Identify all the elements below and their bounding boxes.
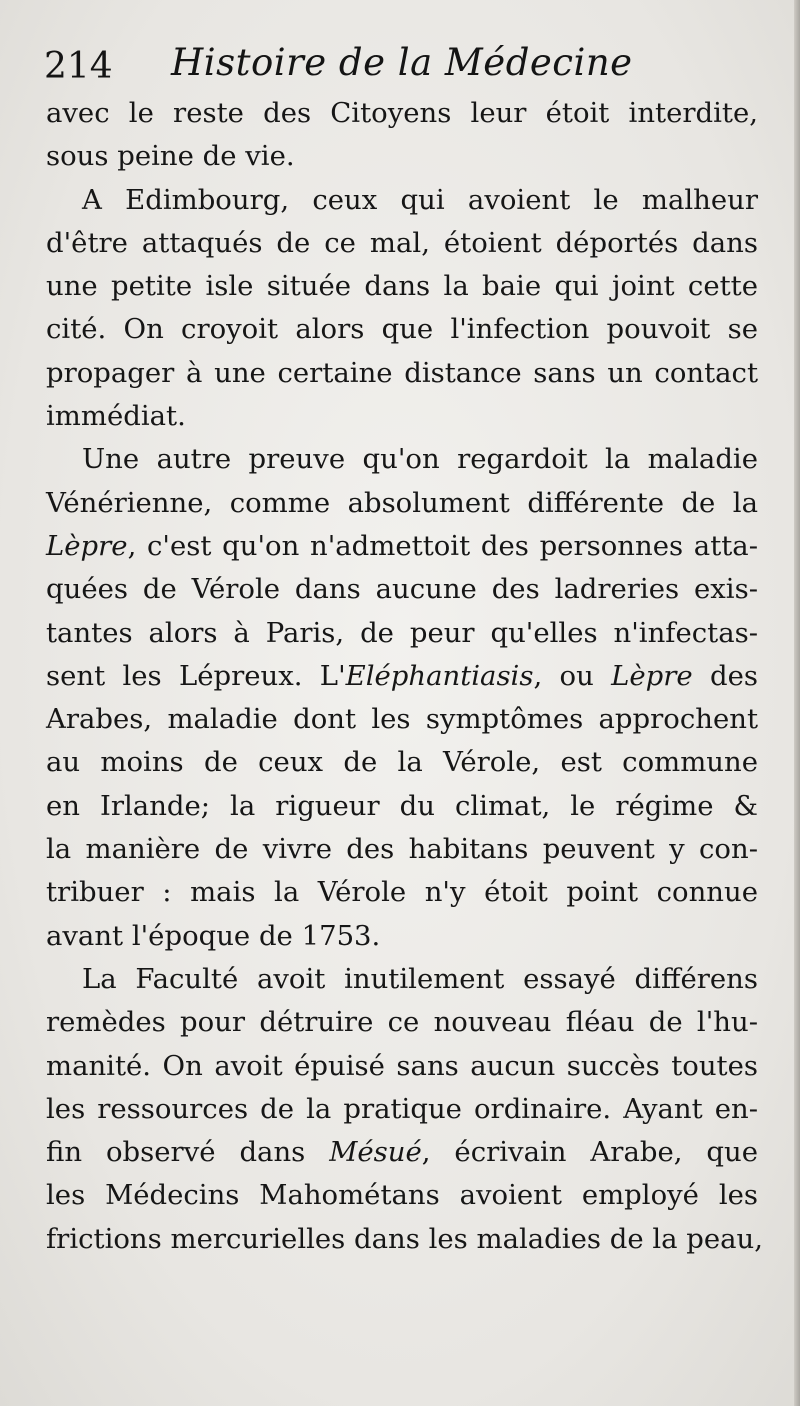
text-segment: manité. On avoit épuisé sans aucun succès toutes — [46, 1049, 758, 1082]
text-segment: au moins de ceux de la Vérole, est commune — [46, 746, 758, 779]
text-line — [46, 1131, 758, 1174]
text-segment: cité. On croyoit alors que l'infection pouvoit se — [46, 313, 758, 346]
text-segment: , écrivain Arabe, que — [421, 1136, 758, 1169]
text-segment: frictions mercurielles dans les maladies de la peau, — [46, 1222, 763, 1255]
text-line — [46, 612, 758, 655]
body-text — [46, 92, 763, 1261]
text-line — [46, 1045, 758, 1088]
text-segment: remèdes pour détruire ce nouveau fléau de l'hu- — [46, 1006, 758, 1039]
text-segment: sent les Lépreux. L' — [46, 659, 346, 692]
text-line — [46, 265, 758, 308]
italic-term: Lèpre — [611, 659, 693, 692]
text-segment: La Faculté avoit inutilement essayé différens — [82, 962, 758, 995]
text-line — [46, 352, 758, 395]
italic-term: Eléphantiasis — [345, 659, 534, 692]
text-segment: d'être attaqués de ce mal, étoient déportés dans — [46, 226, 758, 259]
text-segment: , c'est qu'on n'admettoit des personnes atta- — [127, 529, 758, 562]
text-line — [46, 395, 758, 438]
text-segment: propager à une certaine distance sans un contact — [46, 356, 758, 389]
page-header — [44, 38, 764, 88]
text-line — [46, 828, 758, 871]
text-line — [46, 871, 758, 914]
italic-term: Lèpre — [46, 529, 128, 562]
text-segment: les ressources de la pratique ordinaire. Ayant en- — [46, 1092, 758, 1125]
text-line — [46, 1174, 758, 1217]
text-segment: Une autre preuve qu'on regardoit la maladie — [82, 443, 758, 476]
text-segment: des — [692, 659, 758, 692]
text-segment: en Irlande; la rigueur du climat, le régime & — [46, 789, 758, 822]
text-line — [46, 308, 758, 351]
text-line — [46, 958, 758, 1001]
text-segment: immédiat. — [46, 400, 186, 433]
italic-term: Mésué — [329, 1136, 422, 1169]
text-line — [46, 135, 758, 178]
text-line — [46, 568, 758, 611]
text-segment: avec le reste des Citoyens leur étoit interdite, — [46, 97, 758, 129]
text-line — [46, 785, 758, 828]
text-segment: tribuer : mais la Vérole n'y étoit point connue — [46, 876, 758, 909]
text-line — [46, 1218, 763, 1261]
text-line — [46, 179, 758, 222]
text-segment: quées de Vérole dans aucune des ladreries exis- — [46, 573, 758, 606]
text-line — [46, 222, 758, 265]
text-line — [46, 525, 758, 568]
text-line — [46, 482, 758, 525]
text-segment: sous peine de vie. — [46, 140, 295, 173]
text-line — [46, 741, 758, 784]
text-line — [46, 1001, 758, 1044]
text-line — [46, 1088, 758, 1131]
page-number: 214 — [44, 46, 113, 87]
text-segment: les Médecins Mahométans avoient employé les — [46, 1179, 758, 1212]
text-segment: A Edimbourg, ceux qui avoient le malheur — [82, 183, 758, 216]
text-segment: une petite isle située dans la baie qui joint cette — [46, 270, 758, 303]
text-segment: tantes alors à Paris, de peur qu'elles n'infectas- — [46, 616, 758, 649]
text-line — [46, 92, 758, 135]
text-segment: fin observé dans — [46, 1136, 330, 1169]
text-line — [46, 438, 758, 481]
text-line — [46, 698, 758, 741]
running-title: Histoire de la Médecine — [171, 41, 633, 84]
text-line — [46, 655, 758, 698]
text-segment: la manière de vivre des habitans peuvent y con- — [46, 833, 758, 866]
text-segment: Arabes, maladie dont les symptômes approchent — [46, 703, 758, 736]
text-segment: , ou — [533, 659, 612, 692]
text-segment: avant l'époque de 1753. — [46, 919, 381, 952]
text-line — [46, 915, 758, 958]
text-segment: Vénérienne, comme absolument différente de la — [46, 486, 758, 519]
